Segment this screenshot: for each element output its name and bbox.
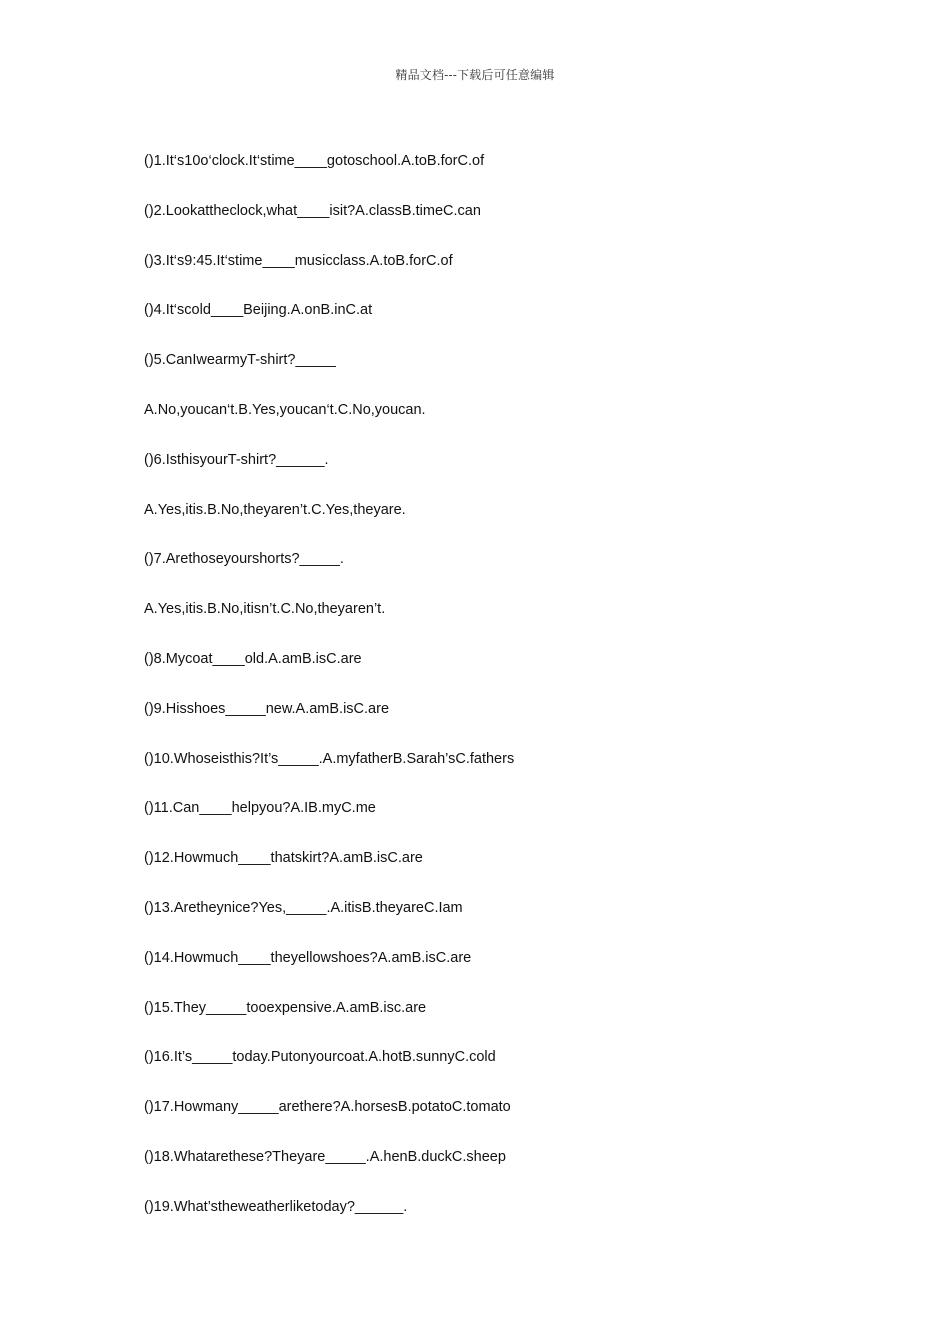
question-8: ()8.Mycoat____old.A.amB.isC.are [144,650,362,667]
question-14: ()14.Howmuch____theyellowshoes?A.amB.isC.are [144,949,472,966]
question-11: ()11.Can____helpyou?A.IB.myC.me [144,800,376,817]
question-19: ()19.What’stheweatherliketoday?______. [144,1198,408,1215]
question-2: ()2.Lookattheclock,what____isit?A.classB.timeC.can [144,202,481,219]
question-5: ()5.CanIwearmyT-shirt?_____ [144,352,336,369]
question-6: ()6.IsthisyourT-shirt?______. [144,451,329,468]
question-13: ()13.Aretheynice?Yes,_____.A.itisB.theyareC.Iam [144,899,463,916]
question-6-options: A.Yes,itis.B.No,theyaren’t.C.Yes,theyare. [144,501,406,518]
question-9: ()9.Hisshoes_____new.A.amB.isC.are [144,700,390,717]
question-10: ()10.Whoseisthis?It’s_____.A.myfatherB.Sarah’sC.fathers [144,750,515,767]
question-17: ()17.Howmany_____arethere?A.horsesB.potatoC.tomato [144,1099,511,1116]
question-list [144,150,904,1246]
question-7-options: A.Yes,itis.B.No,itisn’t.C.No,theyaren’t. [144,601,386,618]
question-4: ()4.It‘scold____Beijing.A.onB.inC.at [144,302,373,319]
question-1: ()1.It‘s10o‘clock.It‘stime____gotoschool.A.toB.forC.of [144,153,485,169]
question-5-options: A.No,youcan‘t.B.Yes,youcan‘t.C.No,youcan. [144,401,426,418]
question-7: ()7.Arethoseyourshorts?_____. [144,551,344,568]
question-16: ()16.It’s_____today.Putonyourcoat.A.hotB.sunnyC.cold [144,1049,496,1066]
page-header: 精品文档---下载后可任意编辑 [395,68,555,82]
question-18: ()18.Whatarethese?Theyare_____.A.henB.duckC.sheep [144,1148,506,1165]
question-3: ()3.It‘s9:45.It‘stime____musicclass.A.toB.forC.of [144,252,453,269]
question-12: ()12.Howmuch____thatskirt?A.amB.isC.are [144,850,423,867]
question-15: ()15.They_____tooexpensive.A.amB.isc.are [144,999,427,1016]
